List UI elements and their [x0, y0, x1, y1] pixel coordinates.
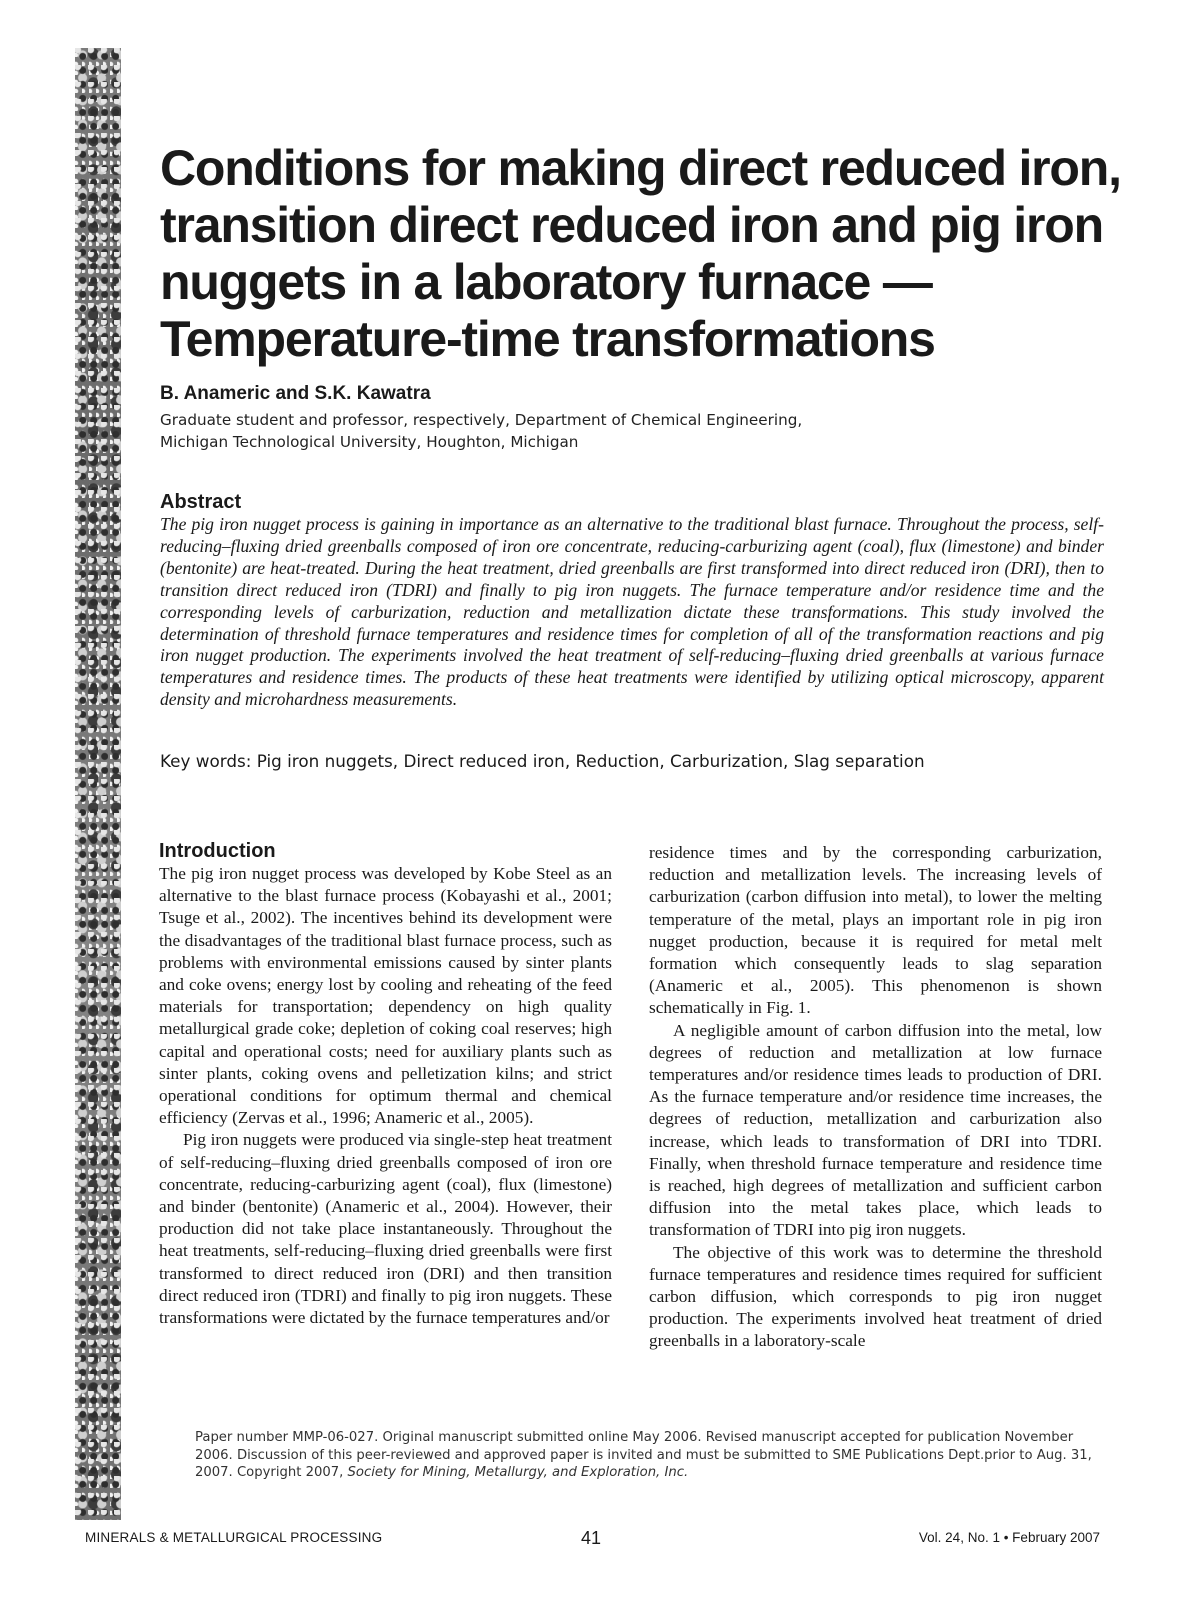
- manuscript-footnote: [195, 1429, 1105, 1482]
- issue-info: Vol. 24, No. 1 • February 2007: [918, 1530, 1100, 1545]
- title-line: transition direct reduced iron and pig iron: [160, 197, 1103, 253]
- article-title: [160, 140, 1140, 368]
- body-paragraph: The objective of this work was to determine the threshold furnace temperatures and residence times required for sufficient carbon diffusion, which corresponds to pig iron nugget production. The experiments involved heat treatment of dried greenballs in a laboratory-scale: [649, 1242, 1102, 1351]
- title-line: nuggets in a laboratory furnace —: [160, 254, 932, 310]
- title-line: Conditions for making direct reduced iron,: [160, 140, 1121, 196]
- affiliation-line: Michigan Technological University, Houghton, Michigan: [160, 433, 579, 451]
- body-paragraph: residence times and by the corresponding carburization, reduction and metallization levels. The increasing levels of carburization (carbon diffusion into metal), to lower the melting temperature of the metal, plays an important role in pig iron nugget production, because it is required for metal melt formation which consequently leads to slag separation (Anameric et al., 2005). This phenomenon is shown schematically in Fig. 1.: [649, 843, 1102, 1018]
- abstract-heading: Abstract: [160, 491, 242, 513]
- introduction-heading: Introduction: [159, 840, 276, 862]
- left-column: [159, 839, 612, 1329]
- body-paragraph: A negligible amount of carbon diffusion into the metal, low degrees of reduction and metallization at low furnace temperatures and/or residence times leads to production of DRI. As the furnace temperature and/or residence time increases, the degrees of reduction, metallization and carburization also increase, which leads to transformation of DRI into TDRI. Finally, when threshold furnace temperature and residence time is reached, high degrees of metallization and sufficient carbon diffusion into the metal takes place, which leads to transformation of TDRI into pig iron nuggets.: [649, 1020, 1102, 1240]
- footnote-text: Paper number MMP-06-027. Original manuscript submitted online May 2006. Revised manuscript accepted for publication November 2006. Discussion of this peer-reviewed and approved paper is invited and must be submitted to SME Publications Dept.prior to Aug. 31, 2007. Copyright 2007,: [195, 1430, 1092, 1481]
- affiliation-line: Graduate student and professor, respectively, Department of Chemical Engineering,: [160, 411, 803, 429]
- right-column: [649, 842, 1102, 1353]
- decorative-sidebar-texture: [75, 48, 121, 1520]
- body-paragraph: The pig iron nugget process was developed by Kobe Steel as an alternative to the blast furnace process (Kobayashi et al., 2001; Tsuge et al., 2002). The incentives behind its development were the disadvantages of the traditional blast furnace process, such as problems with environmental emissions caused by sinter plants and coke ovens; energy lost by cooling and reheating of the feed materials for transportation; dependency on high quality metallurgical grade coke; depletion of coking coal reserves; high capital and operational costs; need for auxiliary plants such as sinter plants, coking ovens and pelletization kilns; and strict operational conditions for optimum thermal and chemical efficiency (Zervas et al., 1996; Anameric et al., 2005).: [159, 864, 612, 1128]
- affiliation: [160, 409, 1060, 453]
- society-name: Society for Mining, Metallurgy, and Exploration, Inc.: [347, 1465, 689, 1481]
- abstract-text: The pig iron nugget process is gaining in importance as an alternative to the traditional blast furnace. Throughout the process, self-reducing–fluxing dried greenballs composed of iron ore concentrate, reducing-carburizing agent (coal), flux (limestone) and binder (bentonite) are heat-treated. During the heat treatment, dried greenballs are first transformed into direct reduced iron (DRI), then to transition direct reduced iron (TDRI) and finally to pig iron nuggets. The furnace temperature and/or residence time and the corresponding levels of carburization, reduction and metallization dictate these transformations. This study involved the determination of threshold furnace temperatures and residence times for completion of all of the transformation reactions and pig iron nugget production. The experiments involved the heat treatment of self-reducing–fluxing dried greenballs at various furnace temperatures and residence times. The products of these heat treatments were identified by utilizing optical microscopy, apparent density and microhardness measurements.: [160, 514, 1104, 710]
- body-paragraph: Pig iron nuggets were produced via single-step heat treatment of self-reducing–fluxing dried greenballs composed of iron ore concentrate, reducing-carburizing agent (coal), flux (limestone) and binder (bentonite) (Anameric et al., 2004). However, their production did not take place instantaneously. Throughout the heat treatments, self-reducing–fluxing dried greenballs were first transformed to direct reduced iron (DRI) and then transition direct reduced iron (TDRI) and finally to pig iron nuggets. These transformations were dictated by the furnace temperatures and/or: [159, 1130, 612, 1328]
- keywords: Key words: Pig iron nuggets, Direct reduced iron, Reduction, Carburization, Slag separation: [160, 751, 925, 771]
- journal-name: MINERALS & METALLURGICAL PROCESSING: [85, 1530, 383, 1545]
- title-line: Temperature-time transformations: [160, 311, 935, 367]
- authors: B. Anameric and S.K. Kawatra: [160, 383, 431, 404]
- page-number: 41: [581, 1528, 602, 1548]
